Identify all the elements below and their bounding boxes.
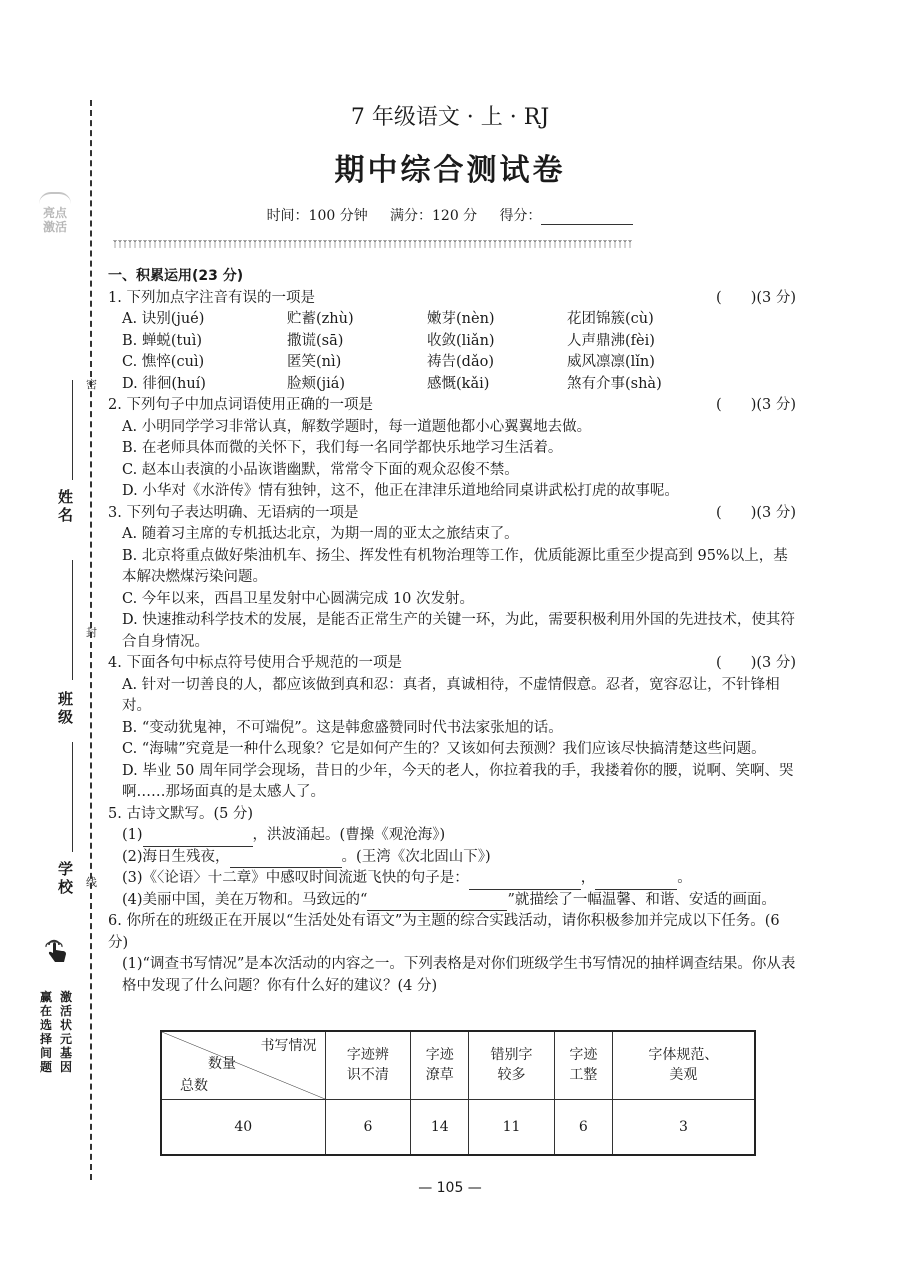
header-4-l1: 字迹 <box>569 1047 598 1064</box>
table-header-cell <box>554 1031 612 1099</box>
header-2-l2: 潦草 <box>425 1067 454 1084</box>
pointing-hand-icon <box>42 935 72 965</box>
q5-sub-2 <box>108 847 796 869</box>
q4-option-b: B. “变动犹鬼神，不可端倪”。这是韩愈盛赞同时代书法家张旭的话。 <box>122 719 563 736</box>
q5-3-blank-2[interactable] <box>595 874 677 890</box>
q6-sub-1: (1)“调查书写情况”是本次活动的内容之一。下列表格是对你们班级学生书写情况的抽样调查结果。你从表格中发现了什么问题？你有什么好的建议？(4 分) <box>122 956 796 994</box>
corner-bottom-label: 总数 <box>180 1078 208 1094</box>
q4-option-a: A. 针对一切善良的人，都应该做到真和忍：真者，真诚相待，不虚情假意。忍者，宽容忍让，不针锋相对。 <box>122 676 780 714</box>
question-2-stem: 2. 下列句子中加点词语使用正确的一项是 <box>108 397 373 413</box>
question-3 <box>108 503 796 654</box>
q2-option-a: A. 小明同学学习非常认真，解数学题时，每一道题他都小心翼翼地去做。 <box>122 418 592 435</box>
page-title: 期中综合测试卷 <box>334 153 566 188</box>
q3-option-c: C. 今年以来，西昌卫星发射中心圆满完成 10 次发射。 <box>122 590 474 607</box>
side-slogan-1 <box>40 990 54 1074</box>
logo-line1: 亮点 <box>42 206 67 220</box>
q5-4-post: ”就描绘了一幅温馨、和谐、安适的画面。 <box>507 891 776 908</box>
side-slogan-1a: 赢在选择 <box>40 990 53 1046</box>
class-label: 班级 <box>58 690 74 726</box>
table-header-row <box>161 1031 755 1099</box>
q5-2-pre: (2)海日生残夜， <box>122 848 230 865</box>
header-4-l2: 工整 <box>569 1067 598 1084</box>
q5-1-pre: (1) <box>122 827 143 843</box>
section-title: 一、积累运用(23 分) <box>108 268 244 284</box>
seal-mi: 密 <box>86 378 97 391</box>
cell-value: 14 <box>411 1099 469 1155</box>
q5-1-post: ，洪波涌起。(曹操《观沧海》) <box>252 827 446 843</box>
decorative-divider: ᛉᛉᛉᛉᛉᛉᛉᛉᛉᛉᛉᛉᛉᛉᛉᛉᛉᛉᛉᛉᛉᛉᛉᛉᛉᛉᛉᛉᛉᛉᛉᛉᛉᛉᛉᛉᛉᛉᛉᛉᛉᛉᛉᛉᛉᛉᛉᛉᛉᛉᛉᛉᛉᛉᛉᛉᛉᛉᛉᛉᛉᛉᛉᛉᛉᛉᛉᛉᛉᛉᛉᛉᛉᛉᛉᛉᛉᛉᛉᛉᛉᛉᛉᛉᛉᛉᛉᛉᛉᛉᛉᛉᛉᛉᛉᛉᛉᛉᛉᛉᛉᛉᛉᛉ <box>112 240 632 250</box>
header-5-l2: 美观 <box>669 1067 698 1084</box>
mountain-icon <box>39 192 71 204</box>
q5-2-post: 。(王湾《次北固山下》) <box>341 848 491 865</box>
table-header-cell <box>469 1031 555 1099</box>
question-6-stem: 6. 你所在的班级正在开展以“生活处处有语文”为主题的综合实践活动，请你积极参加并完成以下任务。(6 分) <box>108 913 780 951</box>
q2-option-b: B. 在老师具体而微的关怀下，我们每一名同学都快乐地学习生活着。 <box>122 440 563 456</box>
header-3-l1: 错别字 <box>490 1047 533 1064</box>
full-score-label: 满分：120 分 <box>390 208 478 224</box>
question-2-points: ( )(3 分) <box>716 397 796 413</box>
q3-option-d: D. 快速推动科学技术的发展，是能否正常生产的关键一环，为此，需要积极利用外国的先进技术，使其符合自身情况。 <box>122 612 795 650</box>
score-field[interactable] <box>541 211 633 225</box>
q1-a-1: A. 诀别(jué) <box>122 311 205 327</box>
score-label: 得分： <box>499 208 542 224</box>
q1-d-4: 煞有介事(shà) <box>567 375 662 392</box>
q1-a-2: 贮蓄(zhù) <box>287 311 354 327</box>
q1-d-3: 感慨(kǎi) <box>427 375 490 392</box>
q1-b-3: 收敛(liǎn) <box>427 332 495 349</box>
q5-3-pre: (3)《〈论语〉十二章》中感叹时间流逝飞快的句子是： <box>122 870 469 886</box>
header-2-l1: 字迹 <box>425 1047 454 1064</box>
cell-total: 40 <box>161 1099 325 1155</box>
q1-c-1: C. 憔悴(cuì) <box>122 354 205 370</box>
cell-value: 3 <box>612 1099 755 1155</box>
table-header-cell <box>411 1031 469 1099</box>
question-1-points: ( )(3 分) <box>716 289 796 306</box>
question-4 <box>108 653 796 804</box>
exam-content <box>108 266 796 997</box>
binding-dashed-line <box>90 100 92 1180</box>
table-row <box>161 1099 755 1155</box>
q5-4-blank[interactable] <box>367 895 507 911</box>
table-header-cell <box>325 1031 411 1099</box>
question-1 <box>108 288 796 396</box>
seal-xian: 线 <box>86 876 97 889</box>
q1-b-2: 撒谎(sā) <box>287 332 344 349</box>
cell-value: 6 <box>554 1099 612 1155</box>
q1-a-3: 嫩芽(nèn) <box>427 311 495 327</box>
q1-d-1: D. 徘徊(huí) <box>122 375 206 392</box>
school-label: 学校 <box>58 860 74 896</box>
q2-option-d: D. 小华对《水浒传》情有独钟，这不，他正在津津乐道地给同桌讲武松打虎的故事呢。 <box>122 483 679 499</box>
exam-meta <box>0 205 900 225</box>
table-corner-cell <box>161 1031 325 1099</box>
q1-c-2: 匿笑(nì) <box>287 354 342 370</box>
question-4-points: ( )(3 分) <box>716 655 796 671</box>
side-slogan-1b: 间题 <box>40 1046 53 1074</box>
question-1-stem: 1. 下列加点字注音有误的一项是 <box>108 289 315 306</box>
q1-b-4: 人声鼎沸(fèi) <box>567 332 655 349</box>
corner-top-label: 书写情况 <box>260 1038 317 1054</box>
question-3-stem: 3. 下列句子表达明确、无语病的一项是 <box>108 504 359 521</box>
q5-4-pre: (4)美丽中国，美在万物和。马致远的“ <box>122 891 368 908</box>
q1-a-4: 花团锦簇(cù) <box>567 311 654 327</box>
question-5-stem: 5. 古诗文默写。(5 分) <box>108 805 254 822</box>
q1-d-2: 脸颊(jiá) <box>287 375 346 392</box>
time-label: 时间：100 分钟 <box>266 208 368 224</box>
seal-feng: 封 <box>86 626 97 639</box>
logo-line2: 激活 <box>42 220 67 234</box>
school-line <box>72 742 73 852</box>
question-4-stem: 4. 下面各句中标点符号使用合乎规范的一项是 <box>108 655 402 671</box>
q1-c-3: 祷告(dǎo) <box>427 354 494 370</box>
question-1-row-c <box>108 352 796 374</box>
q2-option-c: C. 赵本山表演的小品诙谐幽默，常常令下面的观众忍俊不禁。 <box>122 461 519 478</box>
q5-3-post: 。 <box>677 870 692 886</box>
question-3-points: ( )(3 分) <box>716 504 796 521</box>
q5-2-blank[interactable] <box>230 852 342 868</box>
q5-sub-4 <box>108 890 796 912</box>
q4-option-d: D. 毕业 50 周年同学会现场，昔日的少年，今天的老人，你拉着我的手，我搂着你的腰，说啊、笑啊、哭啊……那场面真的是太感人了。 <box>122 762 794 800</box>
name-line <box>72 380 73 480</box>
question-1-row-d <box>108 374 796 396</box>
question-1-row-a <box>108 309 796 331</box>
q3-option-b: B. 北京将重点做好柴油机车、扬尘、挥发性有机物治理等工作，优质能源比重至少提高到 95%以上，基本解决燃煤污染问题。 <box>122 547 788 585</box>
header-3-l2: 较多 <box>497 1067 526 1084</box>
header-1-l2: 识不清 <box>346 1067 389 1084</box>
q5-sub-3 <box>108 868 796 890</box>
header-1-l1: 字迹辨 <box>346 1047 389 1064</box>
cell-value: 11 <box>469 1099 555 1155</box>
q5-sub-1 <box>108 825 796 847</box>
corner-mid-label: 数量 <box>208 1056 236 1072</box>
class-line <box>72 560 73 680</box>
name-label: 姓名 <box>58 488 74 524</box>
question-5 <box>108 804 796 912</box>
q4-option-c: C. “海啸”究竟是一种什么现象？它是如何产生的？又该如何去预测？我们应该尽快搞清楚这些问题。 <box>122 741 766 757</box>
q5-1-blank[interactable] <box>143 831 253 847</box>
header-5-l1: 字体规范、 <box>648 1047 719 1064</box>
side-slogan-2: 激活状元基因 <box>60 990 73 1074</box>
question-2 <box>108 395 796 503</box>
subject-heading: 7 年级语文 · 上 · RJ <box>350 105 550 130</box>
q1-b-1: B. 蝉蜕(tuì) <box>122 332 202 349</box>
question-1-row-b <box>108 331 796 353</box>
q1-c-4: 威风凛凛(lǐn) <box>567 354 655 370</box>
question-6 <box>108 911 796 997</box>
q5-3-blank-1[interactable] <box>469 874 581 890</box>
q3-option-a: A. 随着习主席的专机抵达北京，为期一周的亚太之旅结束了。 <box>122 526 519 542</box>
q5-3-mid: ， <box>580 870 596 886</box>
cell-value: 6 <box>325 1099 411 1155</box>
writing-survey-table <box>160 1030 756 1156</box>
table-header-cell <box>612 1031 755 1099</box>
page-number: — 105 — <box>418 1180 482 1196</box>
